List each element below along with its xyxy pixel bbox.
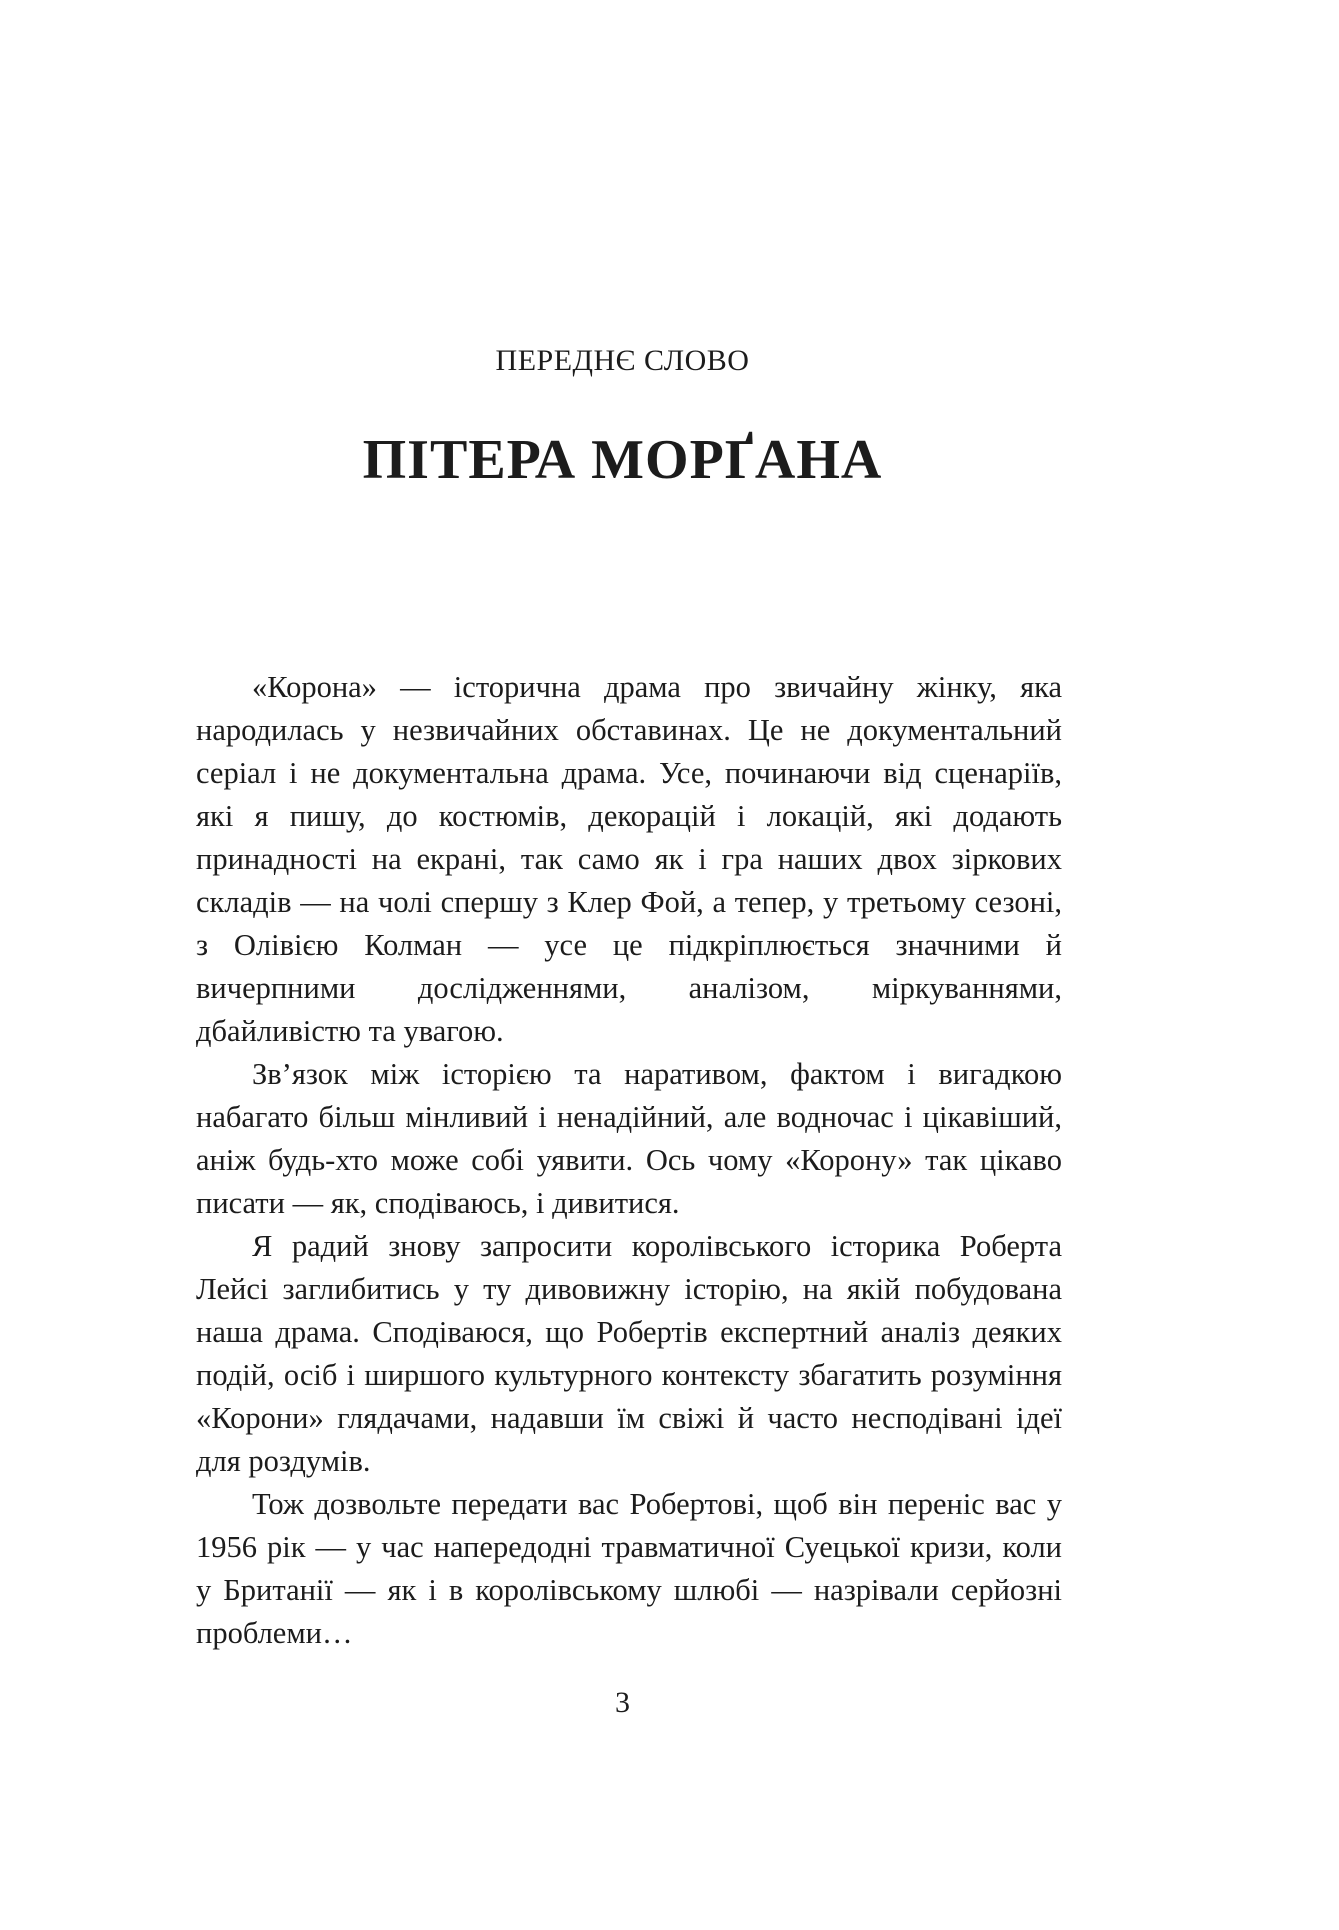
paragraph: Зв’язок між історією та наративом, фактом і вигадкою набагато більш мінливий і ненадійний, але водночас і цікавіший, аніж будь-хто може собі уявити. Ось чому «Корону» так цікаво писати — як, сподіваюсь, і дивитися. [196,1057,1062,1220]
paragraph: Я радий знову запросити королівського історика Роберта Лейсі заглибитись у ту дивовижну історію, на якій побудована наша драма. Сподіваюся, що Робертів експертний аналіз деяких подій, осіб і ширшого культурного контексту збагатить розуміння «Корони» глядачами, надавши їм свіжі й часто несподівані ідеї для роздумів. [196,1229,1062,1478]
page-number: 3 [615,1686,630,1719]
body-text [196,666,1062,1655]
chapter-kicker: ПЕРЕДНЄ СЛОВО [495,344,750,377]
chapter-title: ПІТЕРА МОРҐАНА [362,429,883,491]
paragraph: Тож дозвольте передати вас Робертові, щоб він переніс вас у 1956 рік — у час напередодні травматичної Суецької кризи, коли у Британії — як і в королівському шлюбі — назрівали серйозні проблеми… [196,1487,1062,1650]
paragraph: «Корона» — історична драма про звичайну жінку, яка народилась у незвичайних обставинах. Це не документальний серіал і не документальна драма. Усе, починаючи від сценаріїв, які я пишу, до костюмів, декорацій і локацій, які додають принадності на екрані, так само як і гра наших двох зіркових складів — на чолі спершу з Клер Фой, а тепер, у третьому сезоні, з Олівією Колман — усе це підкріплюється значними й вичерпними дослідженнями, аналізом, міркуваннями, дбайливістю та увагою. [196,670,1062,1048]
